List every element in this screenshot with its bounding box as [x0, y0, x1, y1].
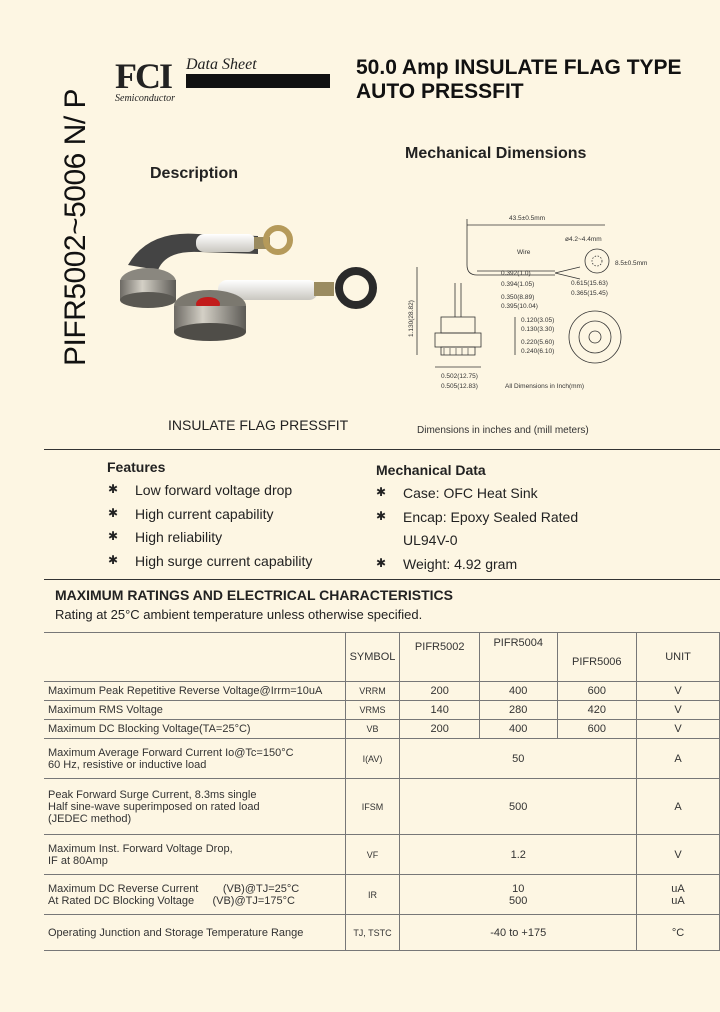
ratings-table [44, 632, 720, 951]
feature-item: ✱ High reliability [108, 529, 223, 545]
title-line-1: 50.0 Amp INSULATE FLAG TYPE [356, 56, 682, 79]
dim-base1: 0.502(12.75) [441, 373, 478, 380]
mechanical-drawing [405, 205, 700, 400]
table-row: Operating Junction and Storage Temperature Range TJ, TSTC -40 to +175 °C [44, 915, 720, 951]
data-sheet-label: Data Sheet [186, 56, 257, 73]
table-row: Maximum Inst. Forward Voltage Drop, IF at 80Amp VF 1.2 V [44, 835, 720, 875]
end-view-middle [579, 321, 611, 353]
mechanical-data-list [376, 485, 578, 579]
table-row: Maximum RMS Voltage VRMS 140 280 420 V [44, 701, 720, 720]
front-terminal [314, 282, 334, 296]
logo-letters: FCI [115, 56, 171, 96]
divider-top [44, 449, 720, 450]
description-heading: Description [150, 165, 239, 182]
company-logo [115, 58, 175, 104]
mechanical-dimensions-heading: Mechanical Dimensions [405, 145, 587, 162]
header-p2: PIFR5004 [479, 633, 557, 682]
dimension-note: Dimensions in inches and (mill meters) [417, 425, 589, 436]
document-title [356, 56, 682, 104]
feature-item: ✱ High current capability [108, 505, 274, 522]
dim-d7: 0.220(5.60) [521, 339, 555, 346]
back-sleeve [196, 234, 256, 252]
features-list [108, 482, 312, 576]
case-knurl [441, 347, 475, 355]
case-body [435, 333, 481, 347]
feature-item: ✱ High surge current capability [108, 552, 313, 569]
dim-d10: 0.365(15.45) [571, 290, 608, 297]
wire-taper [555, 267, 580, 279]
mech-item-continued: UL94V-0 [403, 532, 458, 548]
product-photo [108, 210, 408, 360]
dim-d5: 0.120(3.05) [521, 317, 555, 324]
table-header-row [44, 633, 720, 682]
table-row: Maximum DC Reverse Current (VB)@TJ=25°C At Rated DC Blocking Voltage (VB)@TJ=175°C IR 10 500 uA uA [44, 875, 720, 915]
mech-item: ✱ Weight: 4.92 gram [376, 555, 518, 572]
dim-all-note: All Dimensions in Inch(mm) [505, 383, 585, 390]
case-cap [441, 317, 475, 333]
ratings-subheading: Rating at 25°C ambient temperature unless otherwise specified. [55, 607, 423, 622]
table-row: Maximum Peak Repetitive Reverse Voltage@Irrm=10uA VRRM 200 400 600 V [44, 682, 720, 701]
ratings-heading: MAXIMUM RATINGS AND ELECTRICAL CHARACTERISTICS [55, 587, 453, 603]
dim-d8: 0.240(6.10) [521, 348, 555, 355]
mech-item: ✱ Case: OFC Heat Sink [376, 485, 538, 501]
header-param [44, 633, 345, 682]
dim-hole: ø4.2~4.4mm [565, 236, 602, 243]
dim-d1: 0.392(1.0) [501, 270, 531, 277]
part-range-text: PIFR5002~5006 N/ P [59, 88, 92, 366]
header-bar [186, 74, 330, 88]
ring-terminal-hole [592, 256, 602, 266]
description-caption: INSULATE FLAG PRESSFIT [168, 417, 349, 433]
end-view-outer [569, 311, 621, 363]
dim-d6: 0.130(3.30) [521, 326, 555, 333]
ring-terminal-outline [585, 249, 609, 273]
back-case-bottom [120, 292, 176, 308]
table-row: Maximum DC Blocking Voltage(TA=25°C) VB 200 400 600 V [44, 720, 720, 739]
table-row: Peak Forward Surge Current, 8.3ms single Half sine-wave superimposed on rated load (JEDEC method) IFSM 500 A [44, 779, 720, 835]
header-p3: PIFR5006 [557, 633, 637, 682]
dim-d3: 0.350(8.89) [501, 294, 535, 301]
logo-subtext: Semiconductor [115, 93, 175, 104]
front-ring-terminal [339, 271, 373, 305]
part-range-vertical [56, 88, 96, 366]
header-symbol: SYMBOL [345, 633, 400, 682]
features-heading: Features [107, 459, 166, 475]
dim-d2: 0.394(1.05) [501, 281, 535, 288]
mech-item: ✱ Encap: Epoxy Sealed Rated [376, 508, 579, 525]
mechanical-data-heading: Mechanical Data [376, 462, 486, 478]
table-row: Maximum Average Forward Current Io@Tc=150°C 60 Hz, resistive or inductive load I(AV) 50 A [44, 739, 720, 779]
end-view-inner [589, 331, 601, 343]
dim-overall: 43.5±0.5mm [509, 215, 546, 222]
header-unit: UNIT [637, 633, 720, 682]
front-case-bottom [174, 323, 246, 341]
divider-middle [44, 579, 720, 580]
dim-height: 1.130(28.82) [408, 300, 415, 337]
title-line-2: AUTO PRESSFIT [356, 80, 524, 103]
dim-d4: 0.395(10.04) [501, 303, 538, 310]
header-p1: PIFR5002 [400, 633, 480, 682]
dim-d9: 0.615(15.63) [571, 280, 608, 287]
dim-base2: 0.505(12.83) [441, 383, 478, 390]
feature-item: ✱ Low forward voltage drop [108, 482, 293, 498]
dim-wire: Wire [517, 249, 531, 256]
dim-ring: 8.5±0.5mm [615, 260, 648, 267]
